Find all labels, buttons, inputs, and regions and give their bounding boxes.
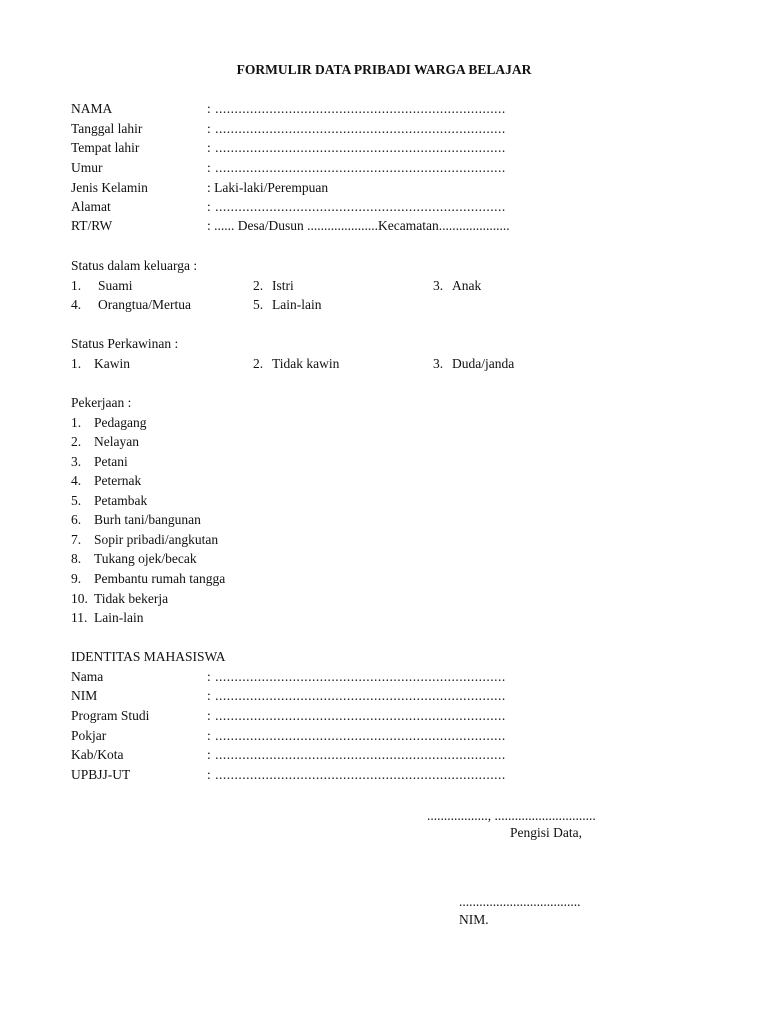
place-date-line[interactable]: .................., .............................. [427,808,596,823]
option-orangtua-mertua[interactable]: Orangtua/Mertua [98,297,191,312]
nim-label: NIM. [459,912,489,927]
mhs-nama-label: Nama [71,669,104,684]
mhs-kabkota-field[interactable]: : ........................................................................... [207,747,506,762]
umur-label: Umur [71,160,103,175]
signature-name-line[interactable]: .................................... [459,894,581,909]
mhs-kabkota-label: Kab/Kota [71,747,124,762]
list-number: 2. [71,434,82,449]
tanggal-lahir-label: Tanggal lahir [71,121,143,136]
nama-label: NAMA [71,101,113,116]
nama-field[interactable]: : ........................................................................... [207,101,506,116]
pekerjaan-item[interactable]: Tidak bekerja [94,591,169,606]
mhs-prodi-label: Program Studi [71,708,150,723]
option-number: 3. [433,278,444,293]
option-number: 1. [71,356,82,371]
option-kawin[interactable]: Kawin [94,356,130,371]
list-number: 8. [71,551,82,566]
list-number: 3. [71,454,82,469]
option-lain-lain[interactable]: Lain-lain [272,297,322,312]
option-number: 2. [253,278,264,293]
mahasiswa-heading: IDENTITAS MAHASISWA [71,649,226,664]
mhs-pokjar-field[interactable]: : ........................................................................... [207,728,506,743]
list-number: 11. [71,610,88,625]
list-number: 9. [71,571,82,586]
tempat-lahir-field[interactable]: : ........................................................................... [207,140,506,155]
option-number: 3. [433,356,444,371]
list-number: 7. [71,532,82,547]
tempat-lahir-label: Tempat lahir [71,140,140,155]
alamat-label: Alamat [71,199,111,214]
option-istri[interactable]: Istri [272,278,294,293]
mhs-upbjj-label: UPBJJ-UT [71,767,131,782]
option-anak[interactable]: Anak [452,278,482,293]
pekerjaan-item[interactable]: Petambak [94,493,148,508]
mhs-pokjar-label: Pokjar [71,728,107,743]
pekerjaan-item[interactable]: Pembantu rumah tangga [94,571,226,586]
mhs-nama-field[interactable]: : ........................................................................... [207,669,506,684]
rtrw-field[interactable]: : ...... Desa/Dusun .....................Kecamatan..................... [207,218,510,233]
pengisi-data-label: Pengisi Data, [510,825,582,840]
option-number: 1. [71,278,82,293]
tanggal-lahir-field[interactable]: : ........................................................................... [207,121,506,136]
list-number: 1. [71,415,82,430]
mhs-prodi-field[interactable]: : ........................................................................... [207,708,506,723]
jenis-kelamin-field[interactable]: : Laki-laki/Perempuan [207,180,329,195]
alamat-field[interactable]: : ........................................................................... [207,199,506,214]
option-number: 2. [253,356,264,371]
list-number: 10. [71,591,88,606]
list-number: 6. [71,512,82,527]
pekerjaan-item[interactable]: Sopir pribadi/angkutan [94,532,219,547]
status-keluarga-heading: Status dalam keluarga : [71,258,198,273]
pekerjaan-item[interactable]: Pedagang [94,415,147,430]
pekerjaan-item[interactable]: Peternak [94,473,142,488]
umur-field[interactable]: : ........................................................................... [207,160,506,175]
option-number: 5. [253,297,264,312]
option-number: 4. [71,297,82,312]
pekerjaan-heading: Pekerjaan : [71,395,132,410]
mhs-upbjj-field[interactable]: : ........................................................................... [207,767,506,782]
pekerjaan-item[interactable]: Tukang ojek/becak [94,551,197,566]
form-title: FORMULIR DATA PRIBADI WARGA BELAJAR [236,62,532,77]
list-number: 5. [71,493,82,508]
pekerjaan-item[interactable]: Nelayan [94,434,139,449]
option-suami[interactable]: Suami [98,278,133,293]
status-perkawinan-heading: Status Perkawinan : [71,336,179,351]
mhs-nim-label: NIM [71,688,98,703]
pekerjaan-item[interactable]: Petani [94,454,128,469]
option-duda-janda[interactable]: Duda/janda [452,356,515,371]
list-number: 4. [71,473,82,488]
pekerjaan-item[interactable]: Burh tani/bangunan [94,512,201,527]
jenis-kelamin-label: Jenis Kelamin [71,180,148,195]
pekerjaan-item[interactable]: Lain-lain [94,610,144,625]
mhs-nim-field[interactable]: : ........................................................................... [207,688,506,703]
rtrw-label: RT/RW [71,218,113,233]
option-tidak-kawin[interactable]: Tidak kawin [272,356,340,371]
